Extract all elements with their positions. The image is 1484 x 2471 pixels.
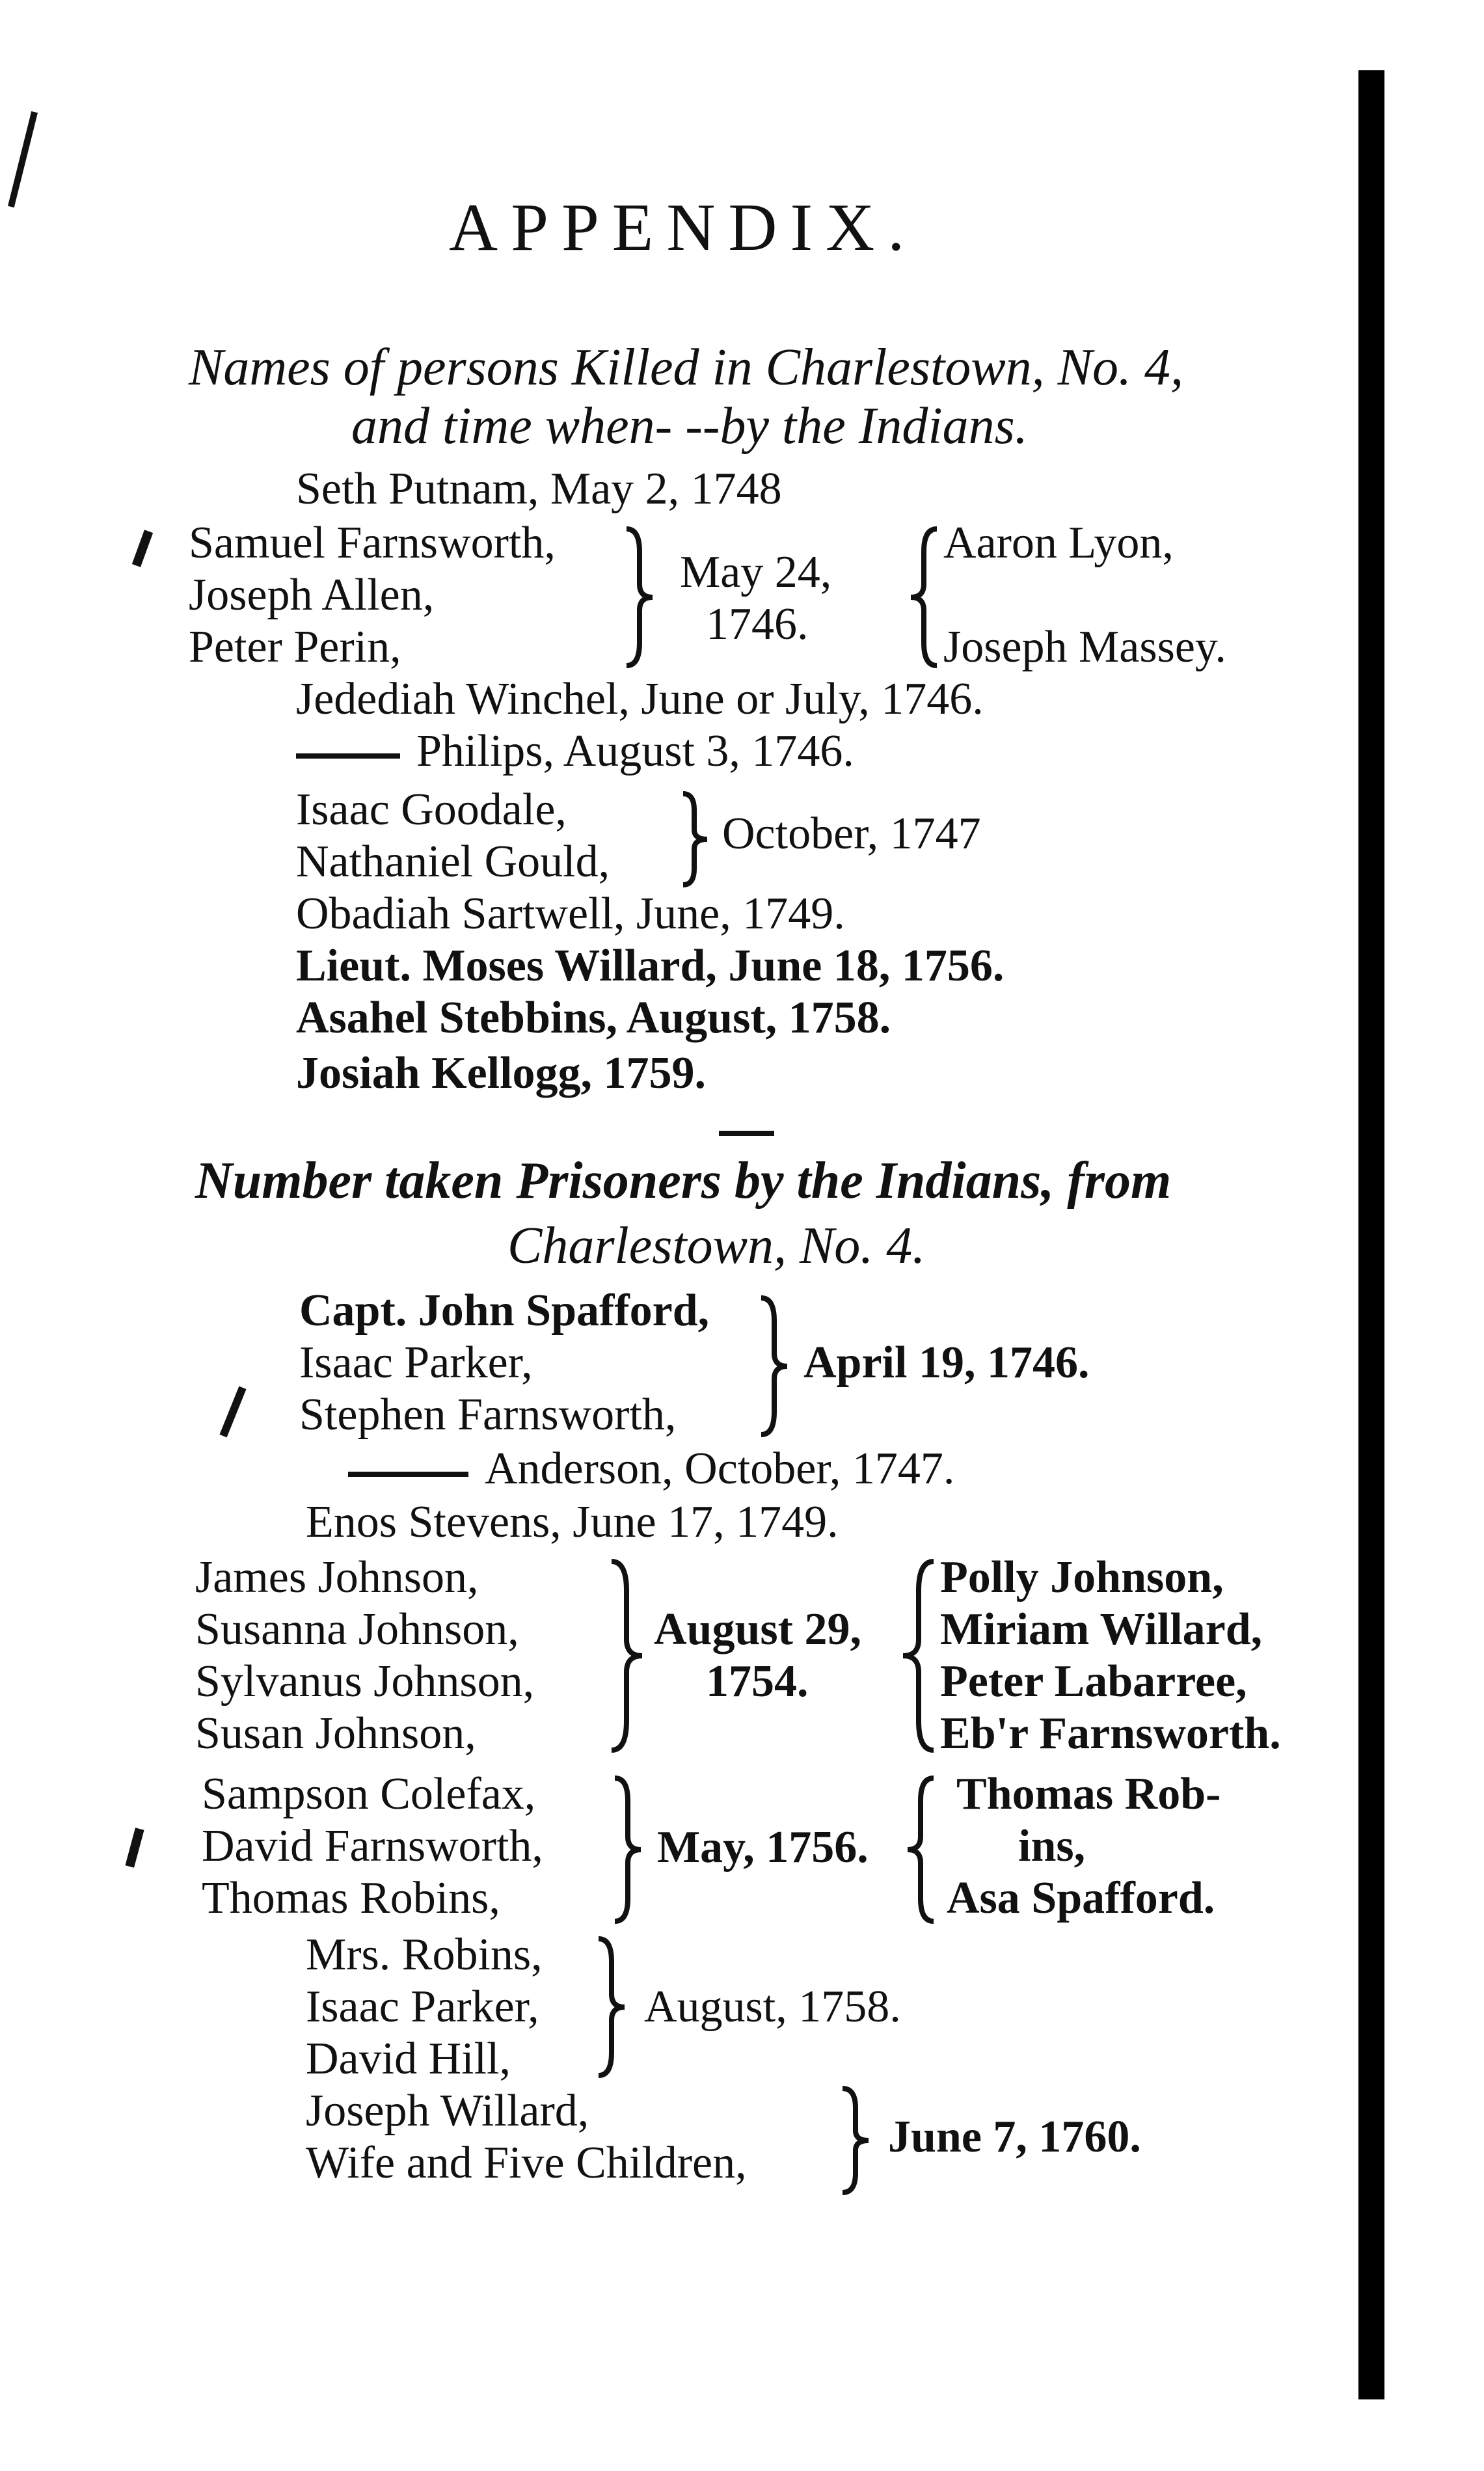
entry-name: Joseph Willard, <box>306 2086 589 2136</box>
left-brace <box>908 526 940 669</box>
entry-date: August 29, <box>654 1604 861 1654</box>
entry-name: Isaac Goodale, <box>296 785 567 835</box>
entry-date: April 19, 1746. <box>803 1338 1090 1388</box>
entry-name: David Hill, <box>306 2034 511 2084</box>
entry-line: Seth Putnam, May 2, 1748 <box>296 464 782 514</box>
entry-line: Jedediah Winchel, June or July, 1746. <box>296 674 984 724</box>
right-brace <box>758 1295 790 1438</box>
entry-name: Joseph Allen, <box>189 570 435 620</box>
margin-tick-mark <box>219 1386 246 1438</box>
entry-date: August, 1758. <box>644 1982 901 2032</box>
entry-name: Sylvanus Johnson, <box>195 1656 535 1707</box>
entry-date: June 7, 1760. <box>888 2112 1141 2162</box>
entry-name: Capt. John Spafford, <box>299 1286 710 1336</box>
blank-dash <box>296 753 400 759</box>
left-brace <box>904 1775 937 1924</box>
entry-line: Enos Stevens, June 17, 1749. <box>306 1497 839 1547</box>
section-heading-prisoners-2: Charlestown, No. 4. <box>507 1217 926 1275</box>
entry-date: 1746. <box>706 599 809 649</box>
entry-date: October, 1747 <box>722 809 981 859</box>
right-brace <box>680 790 712 888</box>
section-divider <box>719 1131 774 1136</box>
left-brace <box>898 1558 937 1753</box>
entry-name: Isaac Parker, <box>306 1982 539 2032</box>
section-heading-killed: Names of persons Killed in Charlestown, No. 4, <box>189 339 1183 396</box>
entry-name: Thomas Robins, <box>202 1873 500 1923</box>
entry-name: Aaron Lyon, <box>943 518 1174 568</box>
entry-name: Eb'r Farnsworth. <box>940 1708 1281 1759</box>
right-brace <box>608 1558 647 1753</box>
entry-line: Anderson, October, 1747. <box>485 1444 955 1494</box>
entry-name: David Farnsworth, <box>202 1821 543 1871</box>
entry-name: Nathaniel Gould, <box>296 837 610 887</box>
entry-name: Asa Spafford. <box>947 1873 1215 1923</box>
entry-name: ins, <box>1018 1821 1086 1871</box>
entry-name: Peter Perin, <box>189 622 401 672</box>
right-brace <box>595 1936 628 2079</box>
entry-date: May 24, <box>680 547 832 597</box>
page-edge-bar <box>1358 70 1384 2399</box>
page-title: APPENDIX. <box>449 190 918 265</box>
entry-name: Susan Johnson, <box>195 1708 476 1759</box>
entry-line: Obadiah Sartwell, June, 1749. <box>296 889 845 939</box>
entry-name: Peter Labarree, <box>940 1656 1247 1707</box>
entry-line: Asahel Stebbins, August, 1758. <box>296 993 891 1043</box>
blank-dash <box>348 1472 468 1477</box>
entry-name: Samuel Farnsworth, <box>189 518 556 568</box>
entry-date: May, 1756. <box>657 1822 869 1872</box>
entry-name: Wife and Five Children, <box>306 2138 747 2188</box>
entry-date: 1754. <box>706 1656 809 1707</box>
right-brace <box>623 526 656 669</box>
entry-line: Josiah Kellogg, 1759. <box>296 1048 707 1098</box>
section-heading-prisoners: Number taken Prisoners by the Indians, from <box>195 1152 1172 1209</box>
section-heading-killed-2: and time when- --by the Indians. <box>351 398 1028 455</box>
entry-name: Mrs. Robins, <box>306 1930 543 1980</box>
margin-tick-mark <box>132 530 153 567</box>
entry-name: Stephen Farnsworth, <box>299 1390 677 1440</box>
margin-tick-mark <box>125 1828 144 1868</box>
entry-name: Joseph Massey. <box>943 622 1226 672</box>
entry-line: Lieut. Moses Willard, June 18, 1756. <box>296 941 1005 991</box>
entry-name: Polly Johnson, <box>940 1552 1224 1602</box>
entry-name: Thomas Rob- <box>956 1769 1221 1819</box>
entry-name: Susanna Johnson, <box>195 1604 519 1654</box>
margin-slash-mark <box>8 111 38 208</box>
right-brace <box>612 1775 644 1924</box>
entry-line: Philips, August 3, 1746. <box>416 726 854 776</box>
entry-name: Miriam Willard, <box>940 1604 1263 1654</box>
entry-name: Isaac Parker, <box>299 1338 533 1388</box>
entry-name: James Johnson, <box>195 1552 479 1602</box>
entry-name: Sampson Colefax, <box>202 1769 536 1819</box>
right-brace <box>839 2085 872 2196</box>
